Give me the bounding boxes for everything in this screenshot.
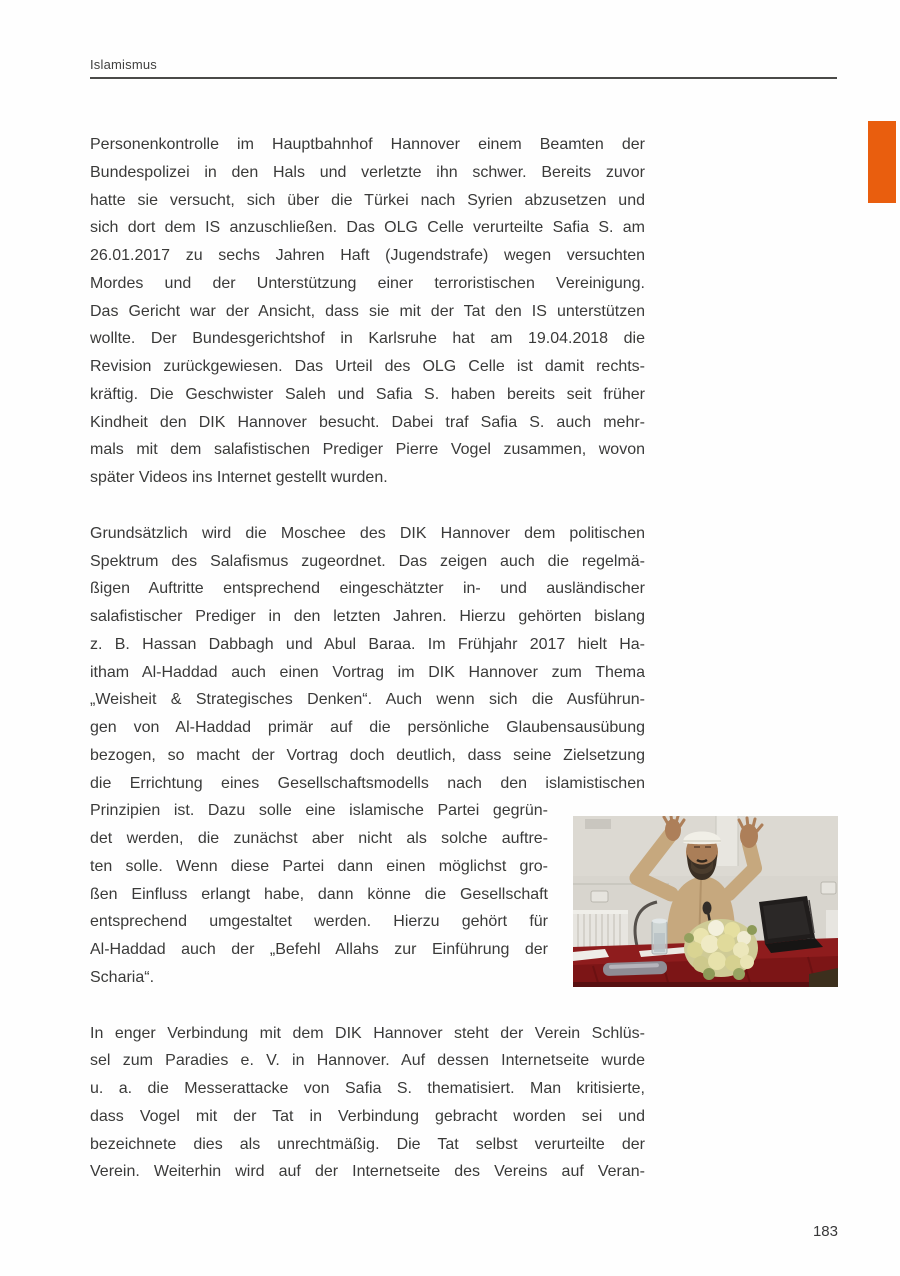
text-line: dass Vogel mit der Tat in Verbindung gebracht worden sei und xyxy=(90,1107,645,1125)
text-line: wollte. Der Bundesgerichtshof in Karlsruhe hat am 19.04.2018 die xyxy=(90,330,645,348)
text-line: kräftig. Die Geschwister Saleh und Safia S. haben bereits seit früher xyxy=(90,385,645,403)
text-line: itham Al-Haddad auch einen Vortrag im DIK Hannover zum Thema xyxy=(90,663,645,681)
text-line: gen von Al-Haddad primär auf die persönliche Glaubensausübung xyxy=(90,719,645,736)
photo-silver-object xyxy=(603,961,667,976)
text-line: Scharia“. xyxy=(90,968,155,986)
text-line: Prinzipien ist. Dazu solle eine islamische Partei gegrün- xyxy=(90,802,548,820)
text-line: sel zum Paradies e. V. in Hannover. Auf dessen Internetseite wurde xyxy=(90,1052,645,1070)
text-line: bezeichnete dies als unrechtmäßig. Die Tat selbst verurteilte der xyxy=(90,1135,645,1153)
text-line: Revision zurückgewiesen. Das Urteil des OLG Celle ist damit rechts- xyxy=(90,358,645,375)
paragraph xyxy=(90,797,548,991)
text-line: entsprechend umgestaltet werden. Hierzu gehört für xyxy=(90,913,548,931)
text-line: 26.01.2017 zu sechs Jahren Haft (Jugendstrafe) wegen versuchten xyxy=(90,247,645,264)
photo-water-glass xyxy=(652,919,667,955)
text-line: z. B. Hassan Dabbagh und Abul Baraa. Im Frühjahr 2017 hielt Ha- xyxy=(90,635,645,653)
lecture-photo xyxy=(573,816,838,987)
body-text xyxy=(90,131,645,1186)
text-line: Al-Haddad auch der „Befehl Allahs zur Einführung der xyxy=(90,941,548,958)
text-line: ßen Einfluss erlangt habe, dann könne die Gesellschaft xyxy=(90,885,548,903)
text-line: mals mit dem salafistischen Prediger Pierre Vogel zusammen, wovon xyxy=(90,441,645,459)
paragraph xyxy=(90,520,645,798)
paragraph xyxy=(90,1020,645,1187)
header-rule xyxy=(90,77,837,79)
text-line: sich dort dem IS anzuschließen. Das OLG Celle verurteilte Safia S. am xyxy=(90,219,645,237)
text-line: hatte sie versucht, sich über die Türkei nach Syrien abzusetzen und xyxy=(90,191,645,209)
text-line: später Videos ins Internet gestellt wurden. xyxy=(90,469,388,486)
text-line: det werden, die zunächst aber nicht als solche auftre- xyxy=(90,830,548,847)
text-line: Kindheit den DIK Hannover besucht. Dabei traf Safia S. auch mehr- xyxy=(90,413,645,431)
text-line: Bundespolizei in den Hals und verletzte ihn schwer. Bereits zuvor xyxy=(90,163,645,181)
text-line: ten solle. Wenn diese Partei dann einen möglichst gro- xyxy=(90,857,548,875)
text-line: die Errichtung eines Gesellschaftsmodells nach den islamistischen xyxy=(90,774,645,792)
text-line: ßigen Auftritte entsprechend eingeschätzter in- und ausländischer xyxy=(90,580,645,598)
text-line: u. a. die Messerattacke von Safia S. thematisiert. Man kritisierte, xyxy=(90,1080,645,1097)
text-line: bezogen, so macht der Vortrag doch deutlich, dass seine Zielsetzung xyxy=(90,746,645,764)
text-line: Grundsätzlich wird die Moschee des DIK Hannover dem politischen xyxy=(90,524,645,542)
text-line: Mordes und der Unterstützung einer terroristischen Vereinigung. xyxy=(90,274,645,292)
text-line: In enger Verbindung mit dem DIK Hannover steht der Verein Schlüs- xyxy=(90,1024,645,1042)
text-line: „Weisheit & Strategisches Denken“. Auch wenn sich die Ausführun- xyxy=(90,691,645,709)
text-line: Verein. Weiterhin wird auf der Internetseite des Vereins auf Veran- xyxy=(90,1163,645,1181)
page-number: 183 xyxy=(812,1223,838,1240)
text-line: salafistischer Prediger in den letzten Jahren. Hierzu gehörten bislang xyxy=(90,608,645,625)
photo-socket-right xyxy=(821,882,836,894)
text-line: Das Gericht war der Ansicht, dass sie mit der Tat den IS unterstützen xyxy=(90,302,645,320)
photo-socket-left xyxy=(591,891,608,902)
running-header: Islamismus xyxy=(90,57,158,72)
text-line: Spektrum des Salafismus zugeordnet. Das zeigen auch die regelmä- xyxy=(90,552,645,570)
text-line: Personenkontrolle im Hauptbahnhof Hannover einem Beamten der xyxy=(90,136,645,153)
chapter-thumb-tab xyxy=(868,121,896,203)
photo-plaque xyxy=(585,819,611,829)
paragraph xyxy=(90,131,645,492)
